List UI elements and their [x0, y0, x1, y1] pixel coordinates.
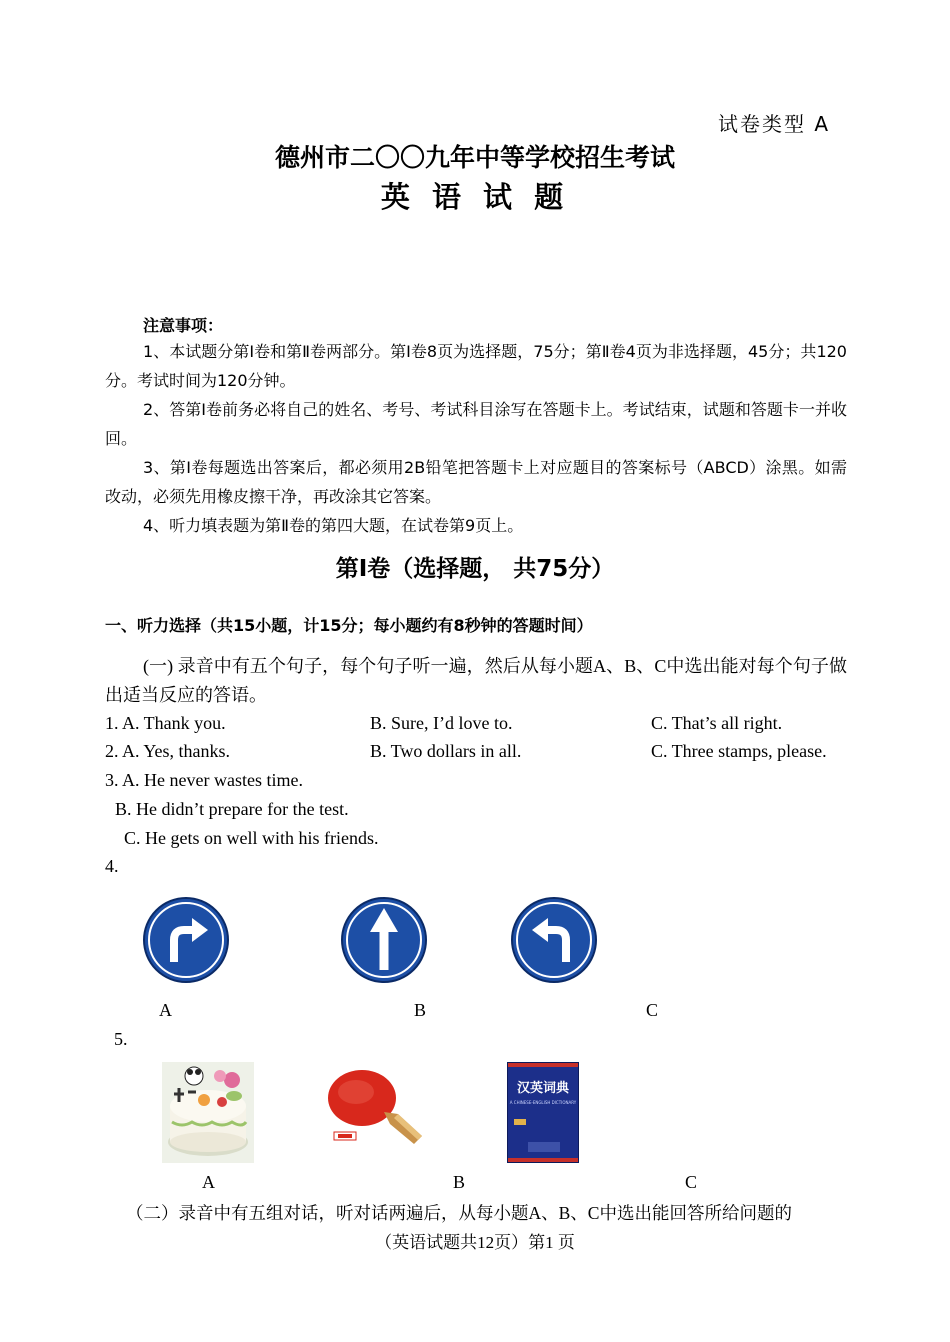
q1-option-b: B. Sure, I’d love to.: [370, 713, 513, 733]
q3-option-b: B. He didn’t prepare for the test.: [115, 799, 349, 819]
paper-type: 试卷类型 A: [718, 112, 831, 136]
q2-option-a: 2. A. Yes, thanks.: [105, 741, 231, 761]
dictionary-title: 汉英词典: [516, 1081, 569, 1096]
notice-item-3: 3、第Ⅰ卷每题选出答案后，都必须用2B铅笔把答题卡上对应题目的答案标号（ABCD）涂黑。如需改动，必须先用橡皮擦干净，再改涂其它答案。: [105, 458, 847, 506]
notice-item-1: 1、本试题分第Ⅰ卷和第Ⅱ卷两部分。第Ⅰ卷8页为选择题，75分；第Ⅱ卷4页为非选择题，45分；共120分。考试时间为120分钟。: [105, 342, 847, 390]
exam-subtitle: 英 语 试 题: [380, 180, 570, 214]
dictionary-image: [507, 1062, 579, 1163]
turn-right-sign-icon: [142, 896, 230, 984]
exam-title: 德州市二〇〇九年中等学校招生考试: [274, 143, 675, 172]
q5-label-b: B: [453, 1172, 466, 1192]
q4-label-b: B: [414, 1000, 427, 1020]
dictionary-subtitle: A CHINESE-ENGLISH DICTIONARY: [509, 1100, 577, 1105]
dictionary-publisher-mark-icon: [528, 1142, 560, 1152]
sub1-instruction: (一) 录音中有五个句子，每个句子听一遍，然后从每小题A、B、C中选出能对每个句子做出适当反应的答语。: [105, 656, 847, 705]
turn-left-sign-icon: [510, 896, 598, 984]
part1-title: 第Ⅰ卷（选择题， 共75分）: [335, 556, 615, 582]
q5-number: 5.: [114, 1029, 128, 1049]
q2-option-b: B. Two dollars in all.: [370, 741, 522, 761]
ping-pong-paddle-image: [326, 1066, 430, 1150]
q3-option-a: 3. A. He never wastes time.: [105, 770, 303, 790]
notice-heading: 注意事项：: [143, 316, 224, 335]
q5-label-a: A: [202, 1172, 215, 1192]
q4-number: 4.: [105, 856, 119, 876]
section1-heading: 一、听力选择（共15小题，计15分；每小题约有8秒钟的答题时间）: [105, 616, 593, 635]
q1-option-c: C. That’s all right.: [651, 713, 783, 733]
sub2-instruction: （二）录音中有五组对话，听对话两遍后，从每小题A、B、C中选出能回答所给问题的: [126, 1203, 792, 1223]
q4-label-c: C: [646, 1000, 659, 1020]
birthday-cake-image: [162, 1062, 254, 1163]
notice-item-2: 2、答第Ⅰ卷前务必将自己的姓名、考号、考试科目涂写在答题卡上。考试结束，试题和答题卡一并收回。: [105, 400, 847, 448]
q4-label-a: A: [159, 1000, 172, 1020]
q1-option-a: 1. A. Thank you.: [105, 713, 226, 733]
go-straight-sign-icon: [340, 896, 428, 984]
notice-item-4: 4、听力填表题为第Ⅱ卷的第四大题，在试卷第9页上。: [143, 516, 524, 535]
dictionary-emblem-icon: [514, 1119, 526, 1125]
q3-option-c: C. He gets on well with his friends.: [124, 828, 379, 848]
q5-label-c: C: [685, 1172, 698, 1192]
page-footer: （英语试题共12页）第1 页: [375, 1233, 575, 1252]
q2-option-c: C. Three stamps, please.: [651, 741, 827, 761]
